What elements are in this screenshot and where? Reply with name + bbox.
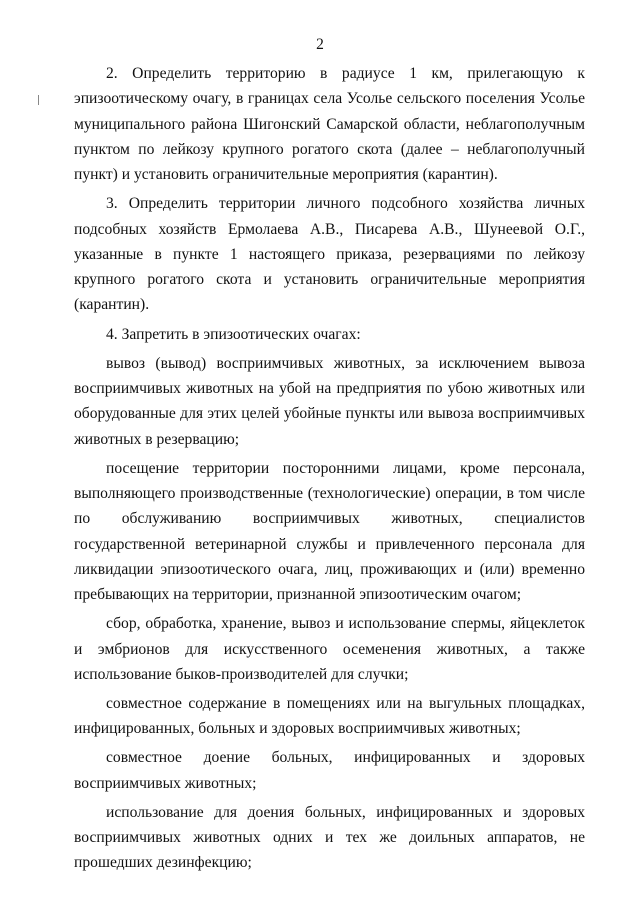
page-number: 2 [316,36,324,53]
paragraph-ban-milking-machines: использование для доения больных, инфицированных и здоровых восприимчивых животных одних и тех же доильных аппаратов, не прошедших дезинфекцию; [74,803,585,872]
paragraph-item-4-heading: 4. Запретить в эпизоотических очагах: [106,325,361,343]
paragraph-ban-semen: сбор, обработка, хранение, вывоз и использование спермы, яйцеклеток и эмбрионов для искусственного осеменения животных, а также использование быков-производителей для случки; [74,615,585,683]
paragraph-ban-export: вывоз (вывод) восприимчивых животных, за исключением вывоза восприимчивых животных на убой на предприятия по убою животных или оборудованные для этих целей убойные пункты или вывоза восприимчивых животных в резервацию; [74,354,585,448]
scan-mark [38,95,39,105]
paragraph-ban-joint-milking: совместное доение больных, инфицированных и здоровых восприимчивых животных; [74,749,585,792]
paragraph-ban-visits: посещение территории посторонними лицами, кроме персонала, выполняющего производственные (технологические) операции, в том числе по обслуживанию восприимчивых животных, специалистов государственной ветеринарной службы и привлеченного персонала для ликвидации эпизоотического очага, лиц, проживающих и (или) временно пребывающих на территории, признанной эпизоотическим очагом; [74,459,585,604]
paragraph-item-2: 2. Определить территорию в радиусе 1 км, прилегающую к эпизоотическому очагу, в границах села Усолье сельского поселения Усолье муниципального района Шигонский Самарской области, неблагополучным пунктом по лейкозу крупного рогатого скота (далее – неблагополучный пункт) и установить ограничительные мероприятия (карантин). [74,65,585,184]
paragraph-ban-joint-keeping: совместное содержание в помещениях или на выгульных площадках, инфицированных, больных и здоровых восприимчивых животных; [74,694,585,738]
document-body [74,61,585,879]
paragraph-item-3: 3. Определить территории личного подсобного хозяйства личных подсобных хозяйств Ермолаева А.В., Писарева А.В., Шунеевой О.Г., указанные в пункте 1 настоящего приказа, резервациями по лейкозу крупного рогатого скота и установить ограничительные мероприятия (карантин). [74,195,585,314]
